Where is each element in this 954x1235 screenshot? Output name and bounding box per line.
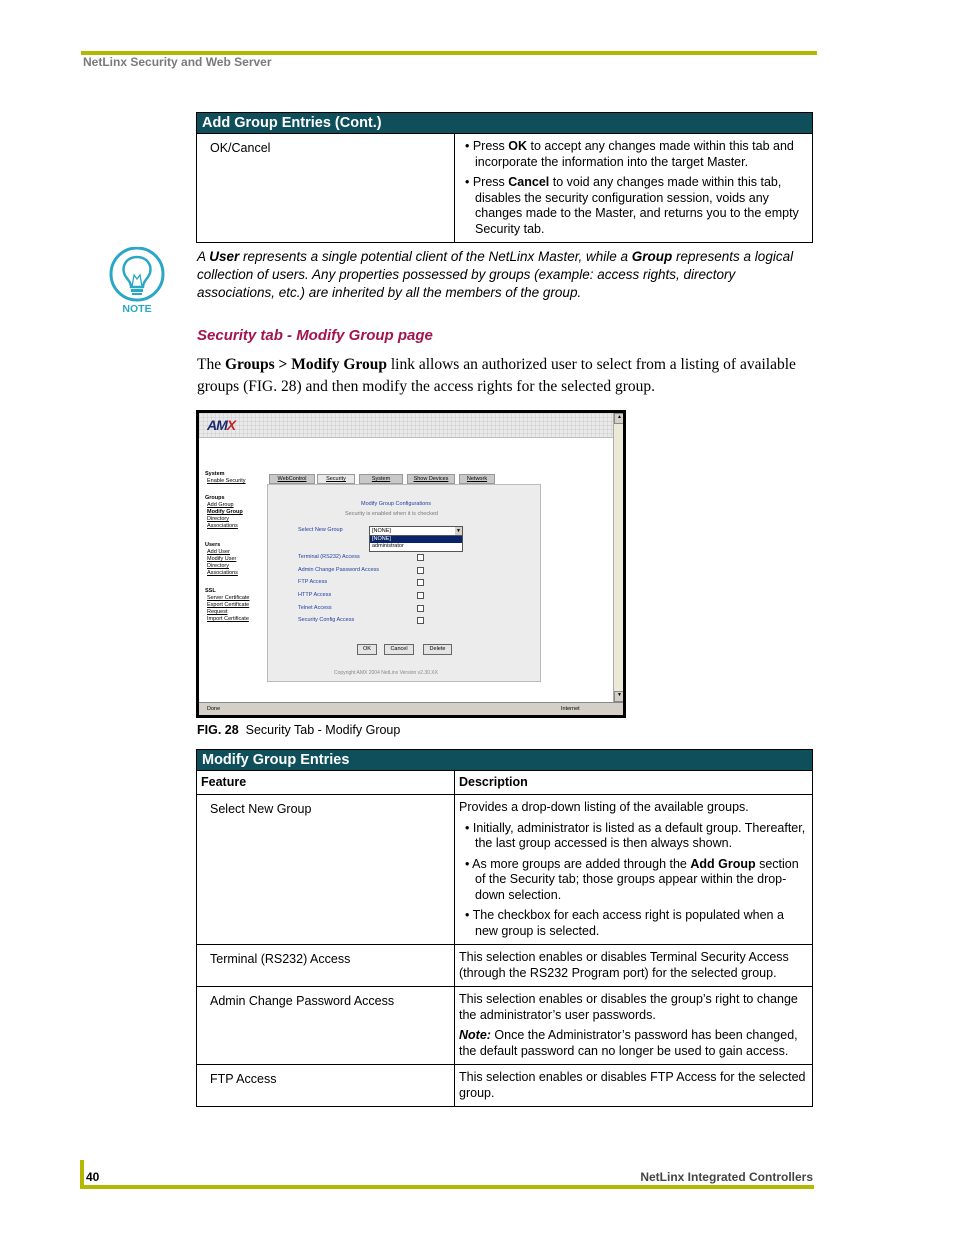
note-label: NOTE: [122, 303, 152, 315]
feature-cell: FTP Access: [197, 1065, 455, 1107]
chevron-down-icon[interactable]: ▼: [456, 528, 461, 534]
description-cell: [455, 1065, 813, 1107]
check-label-security-config: Security Config Access: [298, 617, 355, 623]
description-text: This selection enables or disables Terminal Security Access (through the RS232 Program port) for the selected group.: [459, 950, 789, 980]
dropdown-option[interactable]: [NONE]: [370, 536, 462, 543]
sidebar-link-add-user[interactable]: Add User: [207, 549, 230, 555]
tab-webcontrol[interactable]: WebControl: [269, 474, 315, 484]
description-cell: [455, 134, 813, 243]
feature-cell: Select New Group: [197, 795, 455, 945]
scrollbar[interactable]: [613, 413, 623, 702]
dropdown-option[interactable]: administrator: [372, 543, 404, 549]
feature-cell: Terminal (RS232) Access: [197, 945, 455, 987]
table-title: Modify Group Entries: [197, 750, 813, 771]
check-label-telnet: Telnet Access: [298, 605, 332, 611]
body-paragraph: The Groups > Modify Group link allows an authorized user to select from a listing of available groups (FIG. 28) and then modify the access rights for the selected group.: [197, 356, 796, 395]
checkbox-security-config[interactable]: [417, 617, 424, 624]
sidebar-head-groups: Groups: [205, 495, 225, 501]
sidebar-link-modify-group[interactable]: Modify Group: [207, 509, 243, 515]
dropdown-list: [369, 535, 463, 552]
sidebar-link-import-certificate[interactable]: Import Certificate: [207, 616, 249, 622]
sidebar-head-system: System: [205, 471, 225, 477]
sidebar-link-enable-security[interactable]: Enable Security: [207, 478, 246, 484]
note-lightbulb-icon: [108, 247, 166, 317]
table-row: [197, 945, 813, 987]
sidebar-link-export-certificate[interactable]: Export Certificate: [207, 602, 250, 608]
column-header-description: Description: [455, 771, 813, 795]
note-text: A User represents a single potential client of the NetLinx Master, while a Group represents a logical collection of users. Any properties possessed by groups (example: access rights, directory associations, etc.) are inherited by all the members of the group.: [197, 249, 794, 300]
select-new-group-dropdown[interactable]: [NONE] ▼: [369, 526, 463, 536]
modify-group-entries-table: [196, 749, 813, 1107]
browser-banner: [199, 413, 613, 438]
bullet-ok: • Press OK to accept any changes made within this tab and incorporate the information into the target Master.: [465, 139, 794, 169]
table-row: [197, 1065, 813, 1107]
feature-cell: Admin Change Password Access: [197, 987, 455, 1065]
status-internet: Internet: [561, 706, 580, 712]
check-label-terminal: Terminal (RS232) Access: [298, 554, 360, 560]
figure-caption: FIG. 28 Security Tab - Modify Group: [197, 723, 401, 737]
description-text: This selection enables or disables the group’s right to change the administrator’s user passwords.: [459, 992, 798, 1022]
table-row: [197, 134, 813, 243]
description-text: Provides a drop-down listing of the available groups.: [459, 800, 749, 814]
description-text: This selection enables or disables FTP Access for the selected group.: [459, 1070, 806, 1100]
sidebar-link-user-directory[interactable]: Directory: [207, 563, 230, 569]
sidebar-link-directory[interactable]: Directory: [207, 516, 230, 522]
delete-button[interactable]: Delete: [423, 644, 452, 655]
tab-system[interactable]: System: [359, 474, 403, 484]
description-bullet: • Initially, administrator is listed as a default group. Thereafter, the last group accessed is then always shown.: [465, 820, 806, 850]
description-bullet: • As more groups are added through the Add Group section of the Security tab; those groups appear within the drop-down selection.: [465, 856, 799, 902]
add-group-entries-table: [196, 112, 813, 243]
sidebar-link-server-certificate[interactable]: Server Certificate: [207, 595, 250, 601]
scroll-down-icon[interactable]: ▼: [614, 691, 623, 702]
page-number: 40: [86, 1170, 100, 1184]
sidebar-head-users: Users: [205, 542, 221, 548]
table-row: [197, 987, 813, 1065]
footer-side-rule: [80, 1160, 84, 1188]
tab-network[interactable]: Network: [459, 474, 495, 484]
section-heading: Security tab - Modify Group page: [197, 327, 433, 344]
panel-subtitle: Security is enabled when it is checked: [345, 511, 438, 517]
column-header-feature: Feature: [197, 771, 455, 795]
panel-title: Modify Group Configurations: [361, 501, 432, 507]
checkbox-terminal[interactable]: [417, 554, 424, 561]
browser-status-bar: [199, 702, 623, 715]
feature-cell: OK/Cancel: [197, 134, 455, 243]
modify-group-panel: [267, 484, 541, 682]
checkbox-admin-password[interactable]: [417, 567, 424, 574]
check-label-http: HTTP Access: [298, 592, 332, 598]
tab-bar: [267, 474, 539, 483]
checkbox-telnet[interactable]: [417, 605, 424, 612]
description-cell: [455, 987, 813, 1065]
bullet-cancel: • Press Cancel to void any changes made within this tab, disables the security configuration session, voids any changes made to the Master, and returns you to the empty Security tab.: [465, 175, 799, 236]
sidebar-link-add-group[interactable]: Add Group: [207, 502, 234, 508]
description-cell: [455, 945, 813, 987]
check-label-admin-password: Admin Change Password Access: [298, 567, 380, 573]
footer-rule: [80, 1185, 814, 1189]
ok-button[interactable]: OK: [357, 644, 377, 655]
scroll-up-icon[interactable]: ▲: [614, 413, 623, 424]
running-header: NetLinx Security and Web Server: [83, 55, 272, 69]
checkbox-ftp[interactable]: [417, 579, 424, 586]
cancel-button[interactable]: Cancel: [384, 644, 414, 655]
figure-screenshot: [196, 410, 626, 718]
web-page: [199, 438, 613, 702]
sidebar-link-request[interactable]: Request: [207, 609, 228, 615]
select-new-group-label: Select New Group: [298, 527, 343, 533]
sidebar-link-user-associations[interactable]: Associations: [207, 570, 238, 576]
tab-show-devices[interactable]: Show Devices: [407, 474, 455, 484]
table-title: Add Group Entries (Cont.): [197, 113, 813, 134]
checkbox-http[interactable]: [417, 592, 424, 599]
table-row: [197, 795, 813, 945]
sidebar-link-modify-user[interactable]: Modify User: [207, 556, 237, 562]
tab-security[interactable]: Security: [317, 474, 355, 484]
description-bullet: • The checkbox for each access right is populated when a new group is selected.: [465, 908, 784, 938]
status-done: Done: [207, 706, 221, 712]
copyright-text: Copyright AMX 2004 NetLinx Version v2.30.XX: [334, 670, 438, 676]
amx-logo: AMX: [207, 417, 236, 433]
sidebar-head-ssl: SSL: [205, 588, 216, 594]
sidebar-link-associations[interactable]: Associations: [207, 523, 238, 529]
check-label-ftp: FTP Access: [298, 579, 328, 585]
description-note: Note: Once the Administrator’s password has been changed, the default password can no longer be used to gain access.: [459, 1028, 798, 1058]
footer-book-title: NetLinx Integrated Controllers: [640, 1170, 813, 1184]
description-cell: [455, 795, 813, 945]
